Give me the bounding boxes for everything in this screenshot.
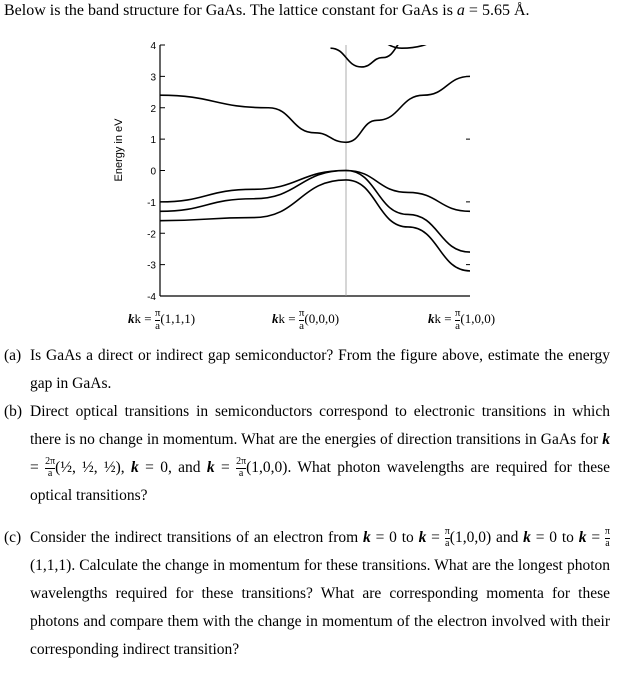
- y-tick-label: 2: [150, 103, 156, 115]
- kpoint-prefix: k =: [434, 311, 455, 327]
- kvec-symbol: k: [131, 459, 139, 476]
- text-part: (1,0,0). What photon wavelengths are required for these optical transitions?: [30, 459, 611, 504]
- intro-before: Below is the band structure for GaAs. The lattice constant for GaAs is: [4, 2, 457, 19]
- frac-num: 2π: [45, 456, 56, 468]
- frac-num: π: [454, 307, 461, 319]
- text-part: Direct optical transitions in semiconductors correspond to electronic transitions in which there is no change in momentum. What are the energies of direction transitions in GaAs for: [30, 403, 610, 448]
- frac-den: a: [445, 537, 450, 549]
- question-body: [30, 524, 610, 664]
- text-part: =: [586, 529, 605, 546]
- text-part: =: [426, 529, 445, 546]
- kvec-symbol: k: [206, 459, 215, 476]
- kpoint-label-3: [428, 308, 495, 332]
- kvec-symbol: k: [578, 529, 587, 546]
- frac-num: π: [154, 307, 161, 319]
- y-tick-label: 1: [150, 135, 156, 147]
- kpoint-vector: (1,1,1): [160, 311, 196, 327]
- text-part: =: [30, 459, 46, 476]
- text-part: =: [214, 459, 237, 476]
- kpoint-label-2: [272, 308, 339, 332]
- band-curve: [160, 180, 470, 271]
- band-structure-chart: [0, 0, 618, 310]
- band-curve: [352, 20, 470, 48]
- text-part: = 0 to: [370, 529, 419, 546]
- frac-den: a: [455, 319, 461, 332]
- question-a: [4, 342, 610, 398]
- question-label: (c): [4, 529, 22, 546]
- kvec-symbol: k: [418, 529, 427, 546]
- frac-den: a: [299, 319, 305, 332]
- fraction: [45, 457, 55, 479]
- question-b: [4, 398, 610, 510]
- kvec-symbol: k: [128, 311, 135, 327]
- band-curve: [160, 76, 470, 142]
- kpoint-prefix: k =: [134, 311, 155, 327]
- y-tick-label: 3: [150, 72, 156, 84]
- frac-num: π: [604, 526, 610, 538]
- frac-num: π: [444, 526, 450, 538]
- kpoint-vector: (0,0,0): [304, 311, 340, 327]
- text-part: = 0 to: [530, 529, 579, 546]
- question-c: [4, 524, 610, 664]
- fraction: [605, 527, 610, 549]
- fraction: [236, 457, 246, 479]
- kpoint-label-1: [128, 308, 195, 332]
- y-tick-label: -2: [147, 229, 156, 241]
- text-part: = 0, and: [138, 459, 207, 476]
- question-body: [30, 398, 610, 510]
- y-tick-label: -1: [147, 197, 156, 209]
- text-part: ,: [120, 459, 132, 476]
- frac-den: a: [155, 319, 161, 332]
- kpoint-prefix: k =: [278, 311, 299, 327]
- y-tick-label: -4: [147, 292, 156, 303]
- frac-num: 2π: [236, 456, 247, 468]
- kvec-symbol: k: [272, 311, 279, 327]
- question-label: (a): [4, 347, 22, 364]
- text-part: (1,0,0) and: [449, 529, 524, 546]
- kvec-symbol: k: [428, 311, 435, 327]
- y-axis-label: Energy in eV: [113, 118, 125, 182]
- kvec-symbol: k: [602, 431, 610, 448]
- text-part: (1,1,1). Calculate the change in momentum for these transitions. What are the longest photon wavelengths required for these transitions? What are corresponding momenta for these photons and compare them with the change in momentum of the electron involved with their corresponding indirect transition?: [30, 557, 610, 658]
- kvec-symbol: k: [523, 529, 531, 546]
- frac-den: a: [47, 467, 53, 479]
- intro-after: = 5.65 Å.: [464, 2, 530, 19]
- intro-var: a: [456, 2, 465, 19]
- kvec-symbol: k: [363, 529, 371, 546]
- question-text: Is GaAs a direct or indirect gap semiconductor? From the figure above, estimate the energy gap in GaAs.: [30, 347, 610, 392]
- text-part: Consider the indirect transitions of an electron from: [30, 529, 363, 546]
- band-curve: [160, 171, 470, 253]
- text-part: (½, ½, ½): [55, 459, 121, 476]
- question-label: (b): [4, 403, 23, 420]
- y-tick-label: 0: [150, 166, 156, 178]
- frac-den: a: [605, 537, 610, 549]
- frac-num: π: [298, 307, 305, 319]
- band-curve: [331, 39, 409, 67]
- frac-den: a: [238, 467, 244, 479]
- kpoint-vector: (1,0,0): [460, 311, 496, 327]
- y-tick-label: 4: [150, 41, 156, 52]
- y-tick-label: -3: [147, 260, 156, 272]
